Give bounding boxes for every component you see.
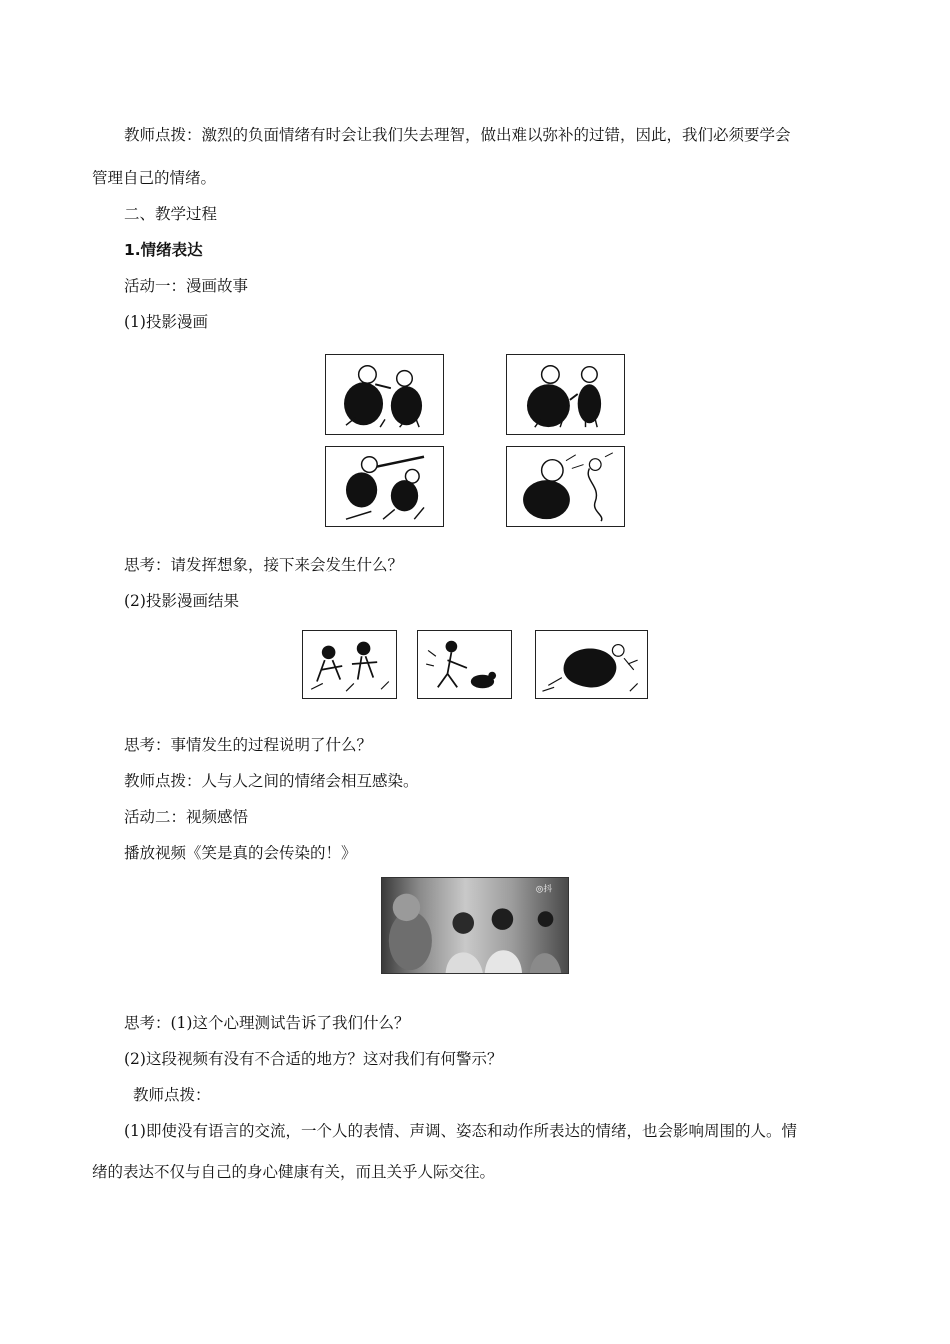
teacher-tip-3-line-1: (1)即使没有语言的交流，一个人的表情、声调、姿态和动作所表达的情绪，也会影响周围的人。情 — [124, 1122, 797, 1140]
subheading-emotion-expression: 1.情绪表达 — [124, 241, 203, 259]
think-question-3: 思考：(1)这个心理测试告诉了我们什么？ — [124, 1014, 410, 1032]
result-panel-1 — [302, 630, 397, 699]
teacher-tip-line-2: 管理自己的情绪。 — [92, 169, 217, 187]
video-still-scene — [382, 878, 568, 973]
result-panel-3 — [535, 630, 648, 699]
comic-panel-3 — [325, 446, 444, 527]
teacher-tip-label: 教师点拨： — [133, 1086, 211, 1104]
result-panel-2 — [417, 630, 512, 699]
comic-drawing-3 — [326, 447, 443, 526]
teacher-tip-line-1: 教师点拨：激烈的负面情绪有时会让我们失去理智，做出难以弥补的过错，因此，我们必须要学会 — [124, 126, 791, 144]
comic-panel-2 — [506, 354, 625, 435]
comic-drawing-1 — [326, 355, 443, 434]
video-watermark: ◎抖 — [535, 884, 553, 895]
comic-drawing-2 — [507, 355, 624, 434]
step-project-comic: (1)投影漫画 — [124, 313, 208, 331]
activity-one-label: 活动一：漫画故事 — [124, 277, 249, 295]
think-question-2: 思考：事情发生的过程说明了什么？ — [124, 736, 373, 754]
think-question-3b: (2)这段视频有没有不合适的地方？这对我们有何警示？ — [124, 1050, 503, 1068]
activity-two-label: 活动二：视频感悟 — [124, 808, 249, 826]
teacher-tip-contagion: 教师点拨：人与人之间的情绪会相互感染。 — [124, 772, 419, 790]
play-video-line: 播放视频《笑是真的会传染的！》 — [124, 844, 357, 862]
result-drawing-2 — [418, 631, 511, 698]
step-project-comic-result: (2)投影漫画结果 — [124, 592, 239, 610]
section-heading-teaching-process: 二、教学过程 — [124, 205, 218, 223]
result-drawing-1 — [303, 631, 396, 698]
comic-drawing-4 — [507, 447, 624, 526]
teacher-tip-3-line-2: 绪的表达不仅与自己的身心健康有关，而且关乎人际交往。 — [92, 1163, 496, 1181]
comic-panel-4 — [506, 446, 625, 527]
result-drawing-3 — [536, 631, 647, 698]
video-still — [381, 877, 569, 974]
comic-panel-1 — [325, 354, 444, 435]
think-question-1: 思考：请发挥想象，接下来会发生什么？ — [124, 556, 404, 574]
